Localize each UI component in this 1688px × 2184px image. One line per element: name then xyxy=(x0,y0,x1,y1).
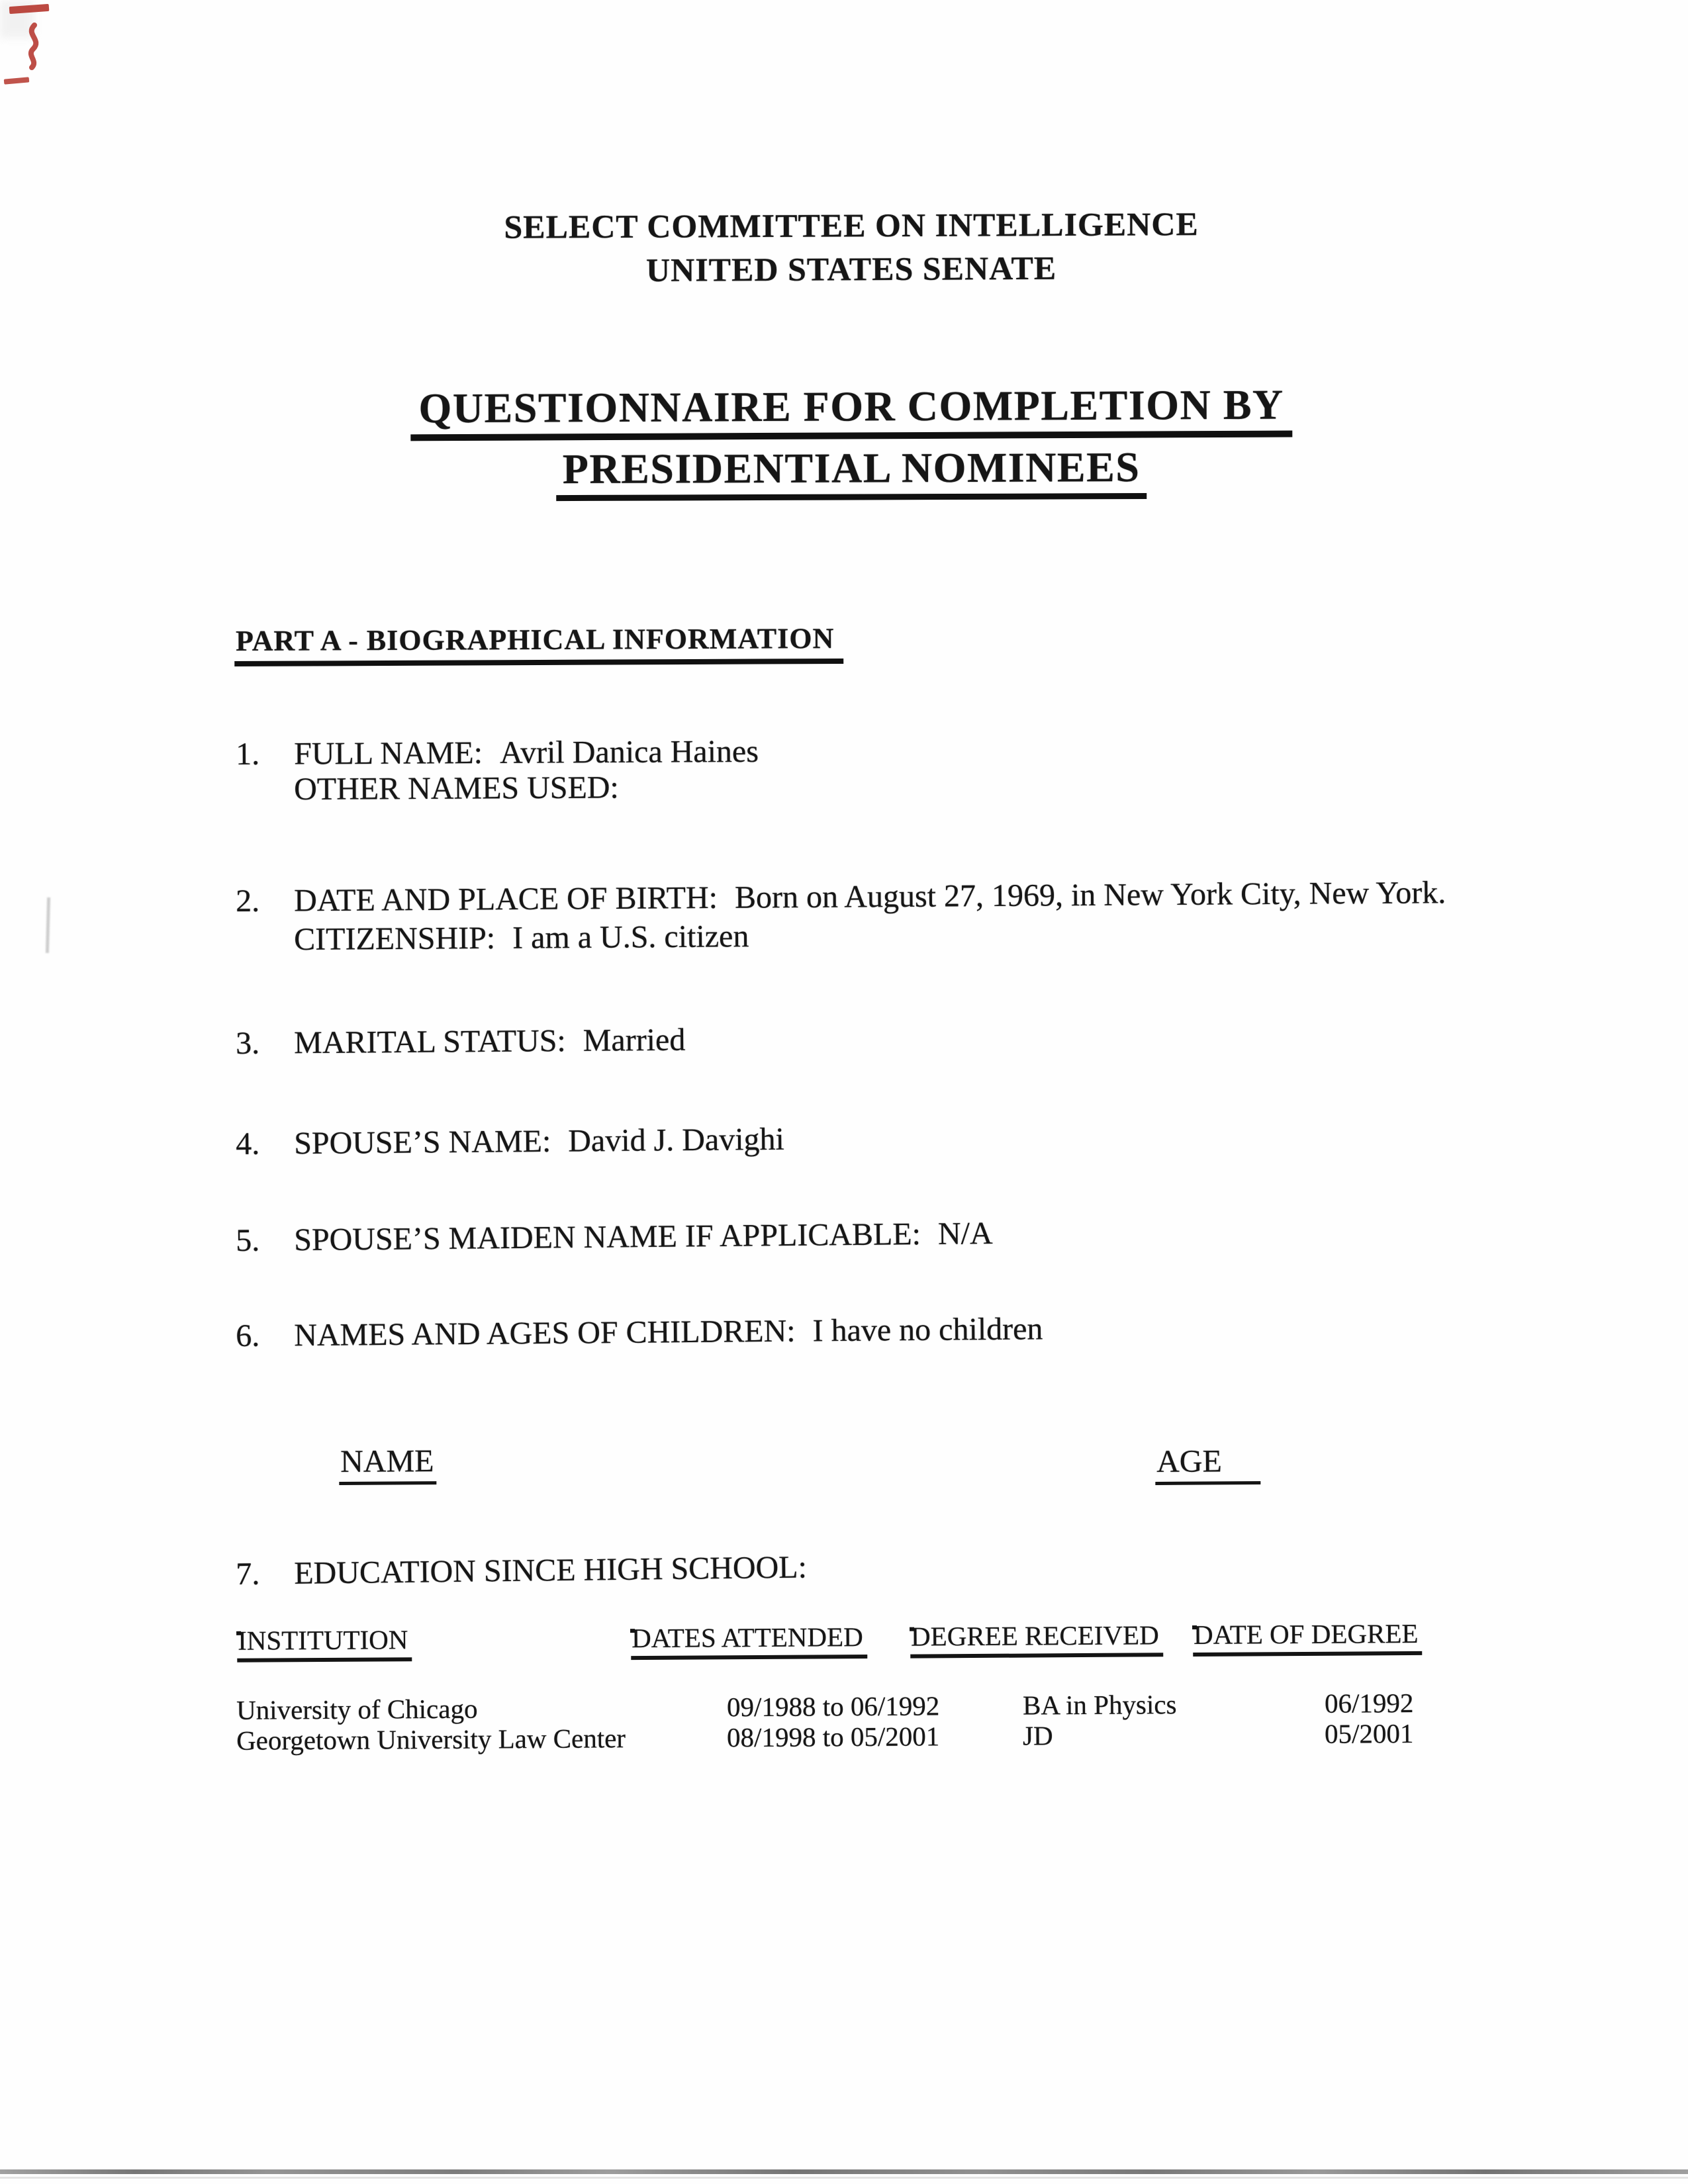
education-header-date-of-degree-text: DATE OF DEGREE xyxy=(1193,1620,1423,1657)
item-1-line-2 xyxy=(294,772,636,805)
red-pen-marks xyxy=(0,0,86,99)
scan-tick-mark xyxy=(46,897,50,953)
education-row1-date-of-degree: 06/1992 xyxy=(1324,1687,1414,1719)
item-1-number: 1. xyxy=(235,736,260,772)
item-7-label: EDUCATION SINCE HIGH SCHOOL: xyxy=(293,1549,808,1591)
item-1-label: FULL NAME: xyxy=(293,735,483,772)
education-row1-institution: University of Chicago xyxy=(236,1693,478,1725)
item-2-value-2: I am a U.S. citizen xyxy=(512,919,749,956)
item-1-value: Avril Danica Haines xyxy=(499,733,759,770)
item-4-label: SPOUSE’S NAME: xyxy=(293,1123,551,1161)
item-7-number: 7. xyxy=(235,1556,260,1592)
item-3-number: 3. xyxy=(235,1025,260,1061)
item-4-value: David J. Davighi xyxy=(568,1121,785,1159)
education-row2-degree: JD xyxy=(1022,1720,1053,1751)
education-header-degree-received-text: DEGREE RECEIVED xyxy=(910,1621,1163,1658)
item-2-line-2 xyxy=(294,921,749,956)
item-4-line-1 xyxy=(235,1121,785,1161)
item-2-label-2: CITIZENSHIP: xyxy=(293,920,496,957)
part-a-heading xyxy=(234,624,843,666)
item-2-value: Born on August 27, 1969, in New York City, New York. xyxy=(734,875,1446,915)
document-title-line-2-text: PRESIDENTIAL NOMINEES xyxy=(556,446,1147,501)
item-6-line-1 xyxy=(236,1313,1043,1352)
education-header-institution xyxy=(236,1624,408,1656)
education-header-dates-attended-text: DATES ATTENDED xyxy=(631,1623,867,1660)
item-2-number: 2. xyxy=(235,883,260,919)
scan-edge-line-echo xyxy=(0,2177,1688,2179)
item-2-label: DATE AND PLACE OF BIRTH: xyxy=(293,880,718,919)
red-pen-mark-squiggle xyxy=(31,25,36,68)
item-6-number: 6. xyxy=(235,1318,260,1353)
children-age-header-text: AGE xyxy=(1155,1445,1260,1485)
senate-name-text: UNITED STATES SENATE xyxy=(645,249,1057,289)
document-title-line-1-text: QUESTIONNAIRE FOR COMPLETION BY xyxy=(410,384,1291,441)
children-age-column-header xyxy=(1155,1445,1260,1485)
scan-edge-line xyxy=(0,2169,1688,2174)
item-4-number: 4. xyxy=(235,1126,260,1161)
item-1-label-2: OTHER NAMES USED: xyxy=(293,770,619,807)
education-row2-institution: Georgetown University Law Center xyxy=(236,1723,626,1756)
item-1-line-1 xyxy=(235,733,759,772)
education-row2-dates-attended: 08/1998 to 05/2001 xyxy=(726,1721,940,1753)
education-header-degree-received xyxy=(910,1619,1159,1652)
item-3-value: Married xyxy=(583,1022,686,1058)
part-a-heading-text: PART A - BIOGRAPHICAL INFORMATION xyxy=(234,624,843,666)
children-name-header-text: NAME xyxy=(339,1445,437,1485)
committee-name xyxy=(7,205,1688,246)
item-3-line-1 xyxy=(236,1024,686,1060)
education-row1-dates-attended: 09/1988 to 06/1992 xyxy=(726,1690,940,1723)
education-row2-date-of-degree: 05/2001 xyxy=(1324,1717,1414,1749)
red-pen-mark-dash-bottom xyxy=(4,77,30,84)
education-header-dates-attended xyxy=(630,1621,863,1654)
committee-name-text: SELECT COMMITTEE ON INTELLIGENCE xyxy=(504,205,1199,246)
education-table-header-row xyxy=(0,1618,1688,1666)
item-5-number: 5. xyxy=(235,1222,260,1258)
education-table-row xyxy=(0,1718,1688,1766)
item-6-value: I have no children xyxy=(812,1311,1043,1349)
education-header-institution-text: INSTITUTION xyxy=(237,1626,412,1662)
item-6-label: NAMES AND AGES OF CHILDREN: xyxy=(293,1313,796,1353)
item-2-line-1 xyxy=(236,877,1446,917)
document-title-line-1 xyxy=(7,382,1688,443)
education-header-date-of-degree xyxy=(1192,1617,1419,1650)
red-pen-mark-dash-top xyxy=(9,4,50,14)
item-5-label: SPOUSE’S MAIDEN NAME IF APPLICABLE: xyxy=(293,1216,921,1258)
item-5-line-1 xyxy=(236,1218,993,1257)
item-7-value xyxy=(824,1549,825,1584)
children-name-column-header xyxy=(339,1445,437,1485)
education-row1-degree: BA in Physics xyxy=(1022,1689,1177,1721)
item-5-value: N/A xyxy=(937,1216,993,1251)
document-title-line-2 xyxy=(7,444,1688,503)
senate-name xyxy=(7,248,1688,290)
item-3-label: MARITAL STATUS: xyxy=(293,1023,566,1061)
item-7-line-1 xyxy=(236,1551,824,1590)
